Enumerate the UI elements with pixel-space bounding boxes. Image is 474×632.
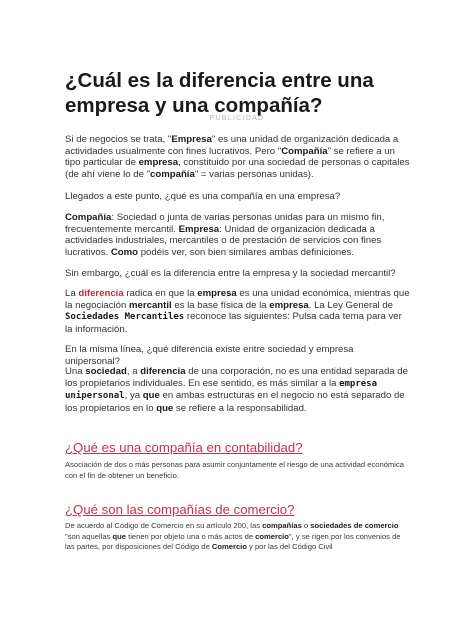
answer-contabilidad: Asociación de dos o más personas para asumir conjuntamente el riesgo de una actividad económica con el fin de obtener un beneficio. xyxy=(65,460,404,480)
bold-term: Como xyxy=(110,246,139,258)
text: se refiere a la responsabilidad. xyxy=(173,402,307,414)
bold-term: sociedad xyxy=(85,366,127,377)
paragraph-question-1: Llegados a este punto, ¿qué es una compañía en una empresa? xyxy=(65,191,341,202)
text: . La Ley General de xyxy=(308,299,394,311)
text: y por las del Código Civil xyxy=(246,542,333,552)
heading-link-contabilidad[interactable]: ¿Qué es una compañía en contabilidad? xyxy=(65,440,303,455)
bold-term: que xyxy=(156,402,174,414)
text: " se refiere a un tipo particular de xyxy=(65,145,395,169)
bold-term: empresa unipersonal xyxy=(65,378,378,402)
bold-term: que xyxy=(142,390,160,402)
heading-link-comercio[interactable]: ¿Qué son las compañías de comercio? xyxy=(65,502,295,517)
bold-term: compañías xyxy=(262,521,302,530)
text: podéis ver, son bien similares ambas definiciones. xyxy=(138,246,355,258)
text: es la base física de la xyxy=(171,299,270,311)
bold-term: Sociedades Mercantiles xyxy=(65,312,185,323)
bold-term: empresa xyxy=(138,157,179,169)
paragraph-definitions xyxy=(65,212,410,258)
bold-term: comercio xyxy=(255,531,289,541)
text: de una corporación, no es una entidad separada de los propietarios individuales. En ese sentido, es más similar a la xyxy=(65,366,408,389)
paragraph-sociedad xyxy=(65,366,410,414)
text: La xyxy=(65,288,79,299)
text: , constituido por una sociedad de personas o capitales (de ahí viene lo de " xyxy=(65,157,410,180)
text: " es una unidad de organización dedicada a actividades usualmente con fines lucrativos. Pero " xyxy=(65,134,399,157)
bold-term: diferencia xyxy=(140,366,186,377)
paragraph-question-3: En la misma línea, ¿qué diferencia existe entre sociedad y empresa unipersonal? xyxy=(65,344,354,367)
bold-term: mercantil xyxy=(129,299,172,311)
text: ", y se rigen por los convenios de las partes, por disposiciones del Código de xyxy=(65,531,401,552)
bold-term: empresa xyxy=(269,299,309,311)
text: tienen por objeto una o más actos de xyxy=(125,531,256,541)
text: , ya xyxy=(124,390,143,402)
text: : Sociedad o junta de varias personas unidas para un mismo fin, frecuentemente mercantil. xyxy=(65,212,385,235)
ad-label: PUBLICIDAD xyxy=(209,115,265,122)
text: " = varias personas unidas). xyxy=(194,168,314,180)
highlight-term: diferencia xyxy=(78,288,124,299)
text: , a xyxy=(126,366,141,377)
text: o xyxy=(301,521,311,530)
text: De acuerdo al Código de Comercio en su artículo 200, las xyxy=(65,521,263,530)
text: "son aquellas xyxy=(65,531,113,541)
bold-term: sociedades de comercio xyxy=(310,521,399,530)
text: Una xyxy=(65,366,86,377)
bold-term: empresa xyxy=(197,288,237,299)
paragraph-difference xyxy=(65,288,410,335)
text: es una unidad económica, mientras que la negociación xyxy=(65,288,410,311)
bold-term: Compañía xyxy=(65,212,112,223)
bold-term: Compañía xyxy=(281,145,328,157)
paragraph-question-2: Sin embargo, ¿cuál es la diferencia entre la empresa y la sociedad mercantil? xyxy=(65,268,396,279)
text: en ambas estructuras en el negocio no está separado de los propietarios en lo xyxy=(65,390,405,414)
text: Si de negocios se trata, " xyxy=(65,134,172,145)
bold-term: que xyxy=(112,531,126,541)
bold-term: Comercio xyxy=(211,542,247,552)
text: radica en que la xyxy=(123,288,198,299)
text: reconoce las siguientes: Pulsa cada tema para ver la información. xyxy=(65,311,402,335)
article-title: ¿Cuál es la diferencia entre una empresa y una compañía? xyxy=(65,69,374,117)
bold-term: Empresa xyxy=(171,134,212,145)
bold-term: Empresa xyxy=(178,223,220,235)
paragraph-definition xyxy=(65,134,410,180)
text: : Unidad de organización dedicada a actividades industriales, mercantiles o de prestación de servicios con fines lucrativos. xyxy=(65,223,382,258)
bold-term: compañía xyxy=(150,168,195,180)
answer-comercio xyxy=(65,521,410,553)
